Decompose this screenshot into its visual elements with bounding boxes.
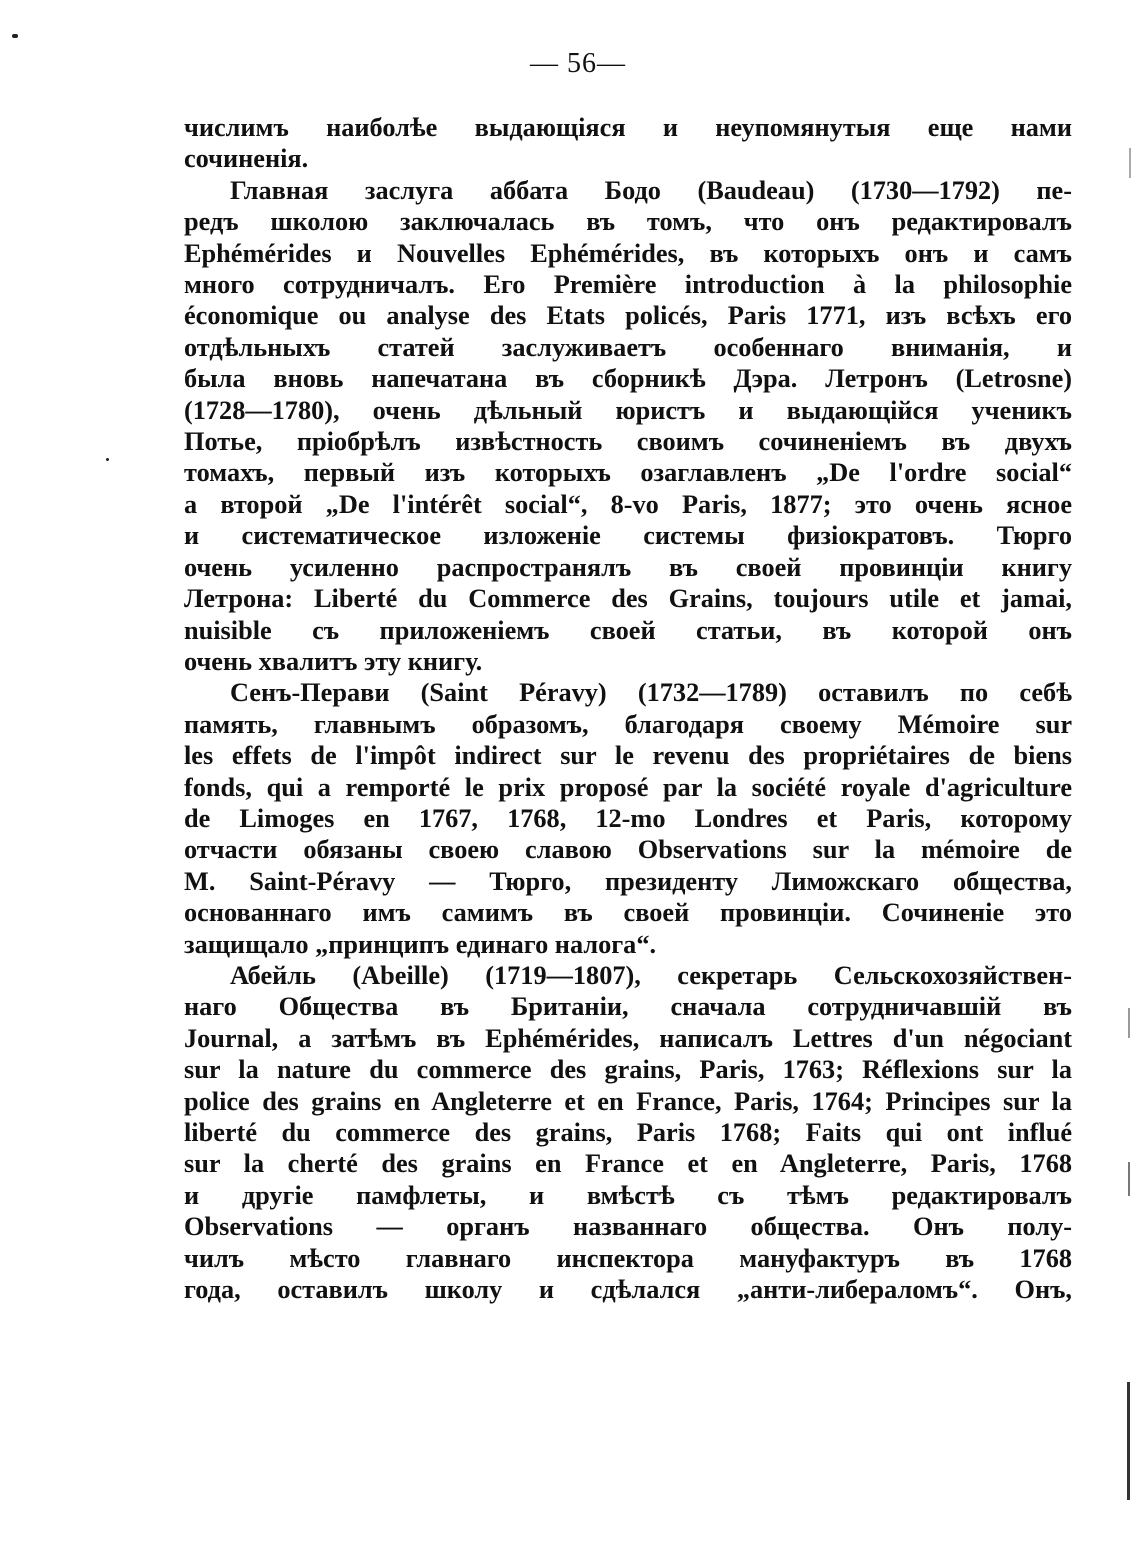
body-text <box>184 112 1072 1305</box>
text-line: économique ou analyse des Etats policés, Paris 1771, изъ всѣхъ его <box>184 301 1072 331</box>
text-line: числимъ наиболѣе выдающіяся и неупомянутыя еще нами <box>184 113 1072 142</box>
text-line: sur la nature du commerce des grains, Paris, 1763; Réflexions sur la <box>184 1055 1072 1085</box>
text-line: Главная заслуга аббата Бодо (Baudeau) (1730—1792) пе- <box>230 175 1072 205</box>
text-line: и другіе памфлеты, и вмѣстѣ съ тѣмъ редактировалъ <box>184 1180 1072 1210</box>
text-line: чилъ мѣсто главнаго инспектора мануфактуръ въ 1768 <box>184 1243 1072 1273</box>
text-line: очень усиленно распространялъ въ своей провинціи книгу <box>184 552 1072 582</box>
text-line: наго Общества въ Британіи, сначала сотрудничавшій въ <box>184 992 1072 1022</box>
text-line: (1728—1780), очень дѣльный юристъ и выдающійся ученикъ <box>184 395 1072 425</box>
text-line: и систематическое изложеніе системы физіократовъ. Тюрго <box>184 521 1072 551</box>
text-line: память, главнымъ образомъ, благодаря своему Mémoire sur <box>184 709 1072 739</box>
ink-speck <box>106 458 109 461</box>
text-line: отдѣльныхъ статей заслуживаетъ особеннаго вниманія, и <box>184 332 1072 362</box>
text-line: много сотрудничалъ. Его Première introduction à la philosophie <box>184 270 1072 300</box>
text-line: Observations — органъ названнаго общества. Онъ полу- <box>184 1212 1072 1242</box>
text-line: томахъ, первый изъ которыхъ озаглавленъ „De l'ordre social“ <box>184 458 1072 488</box>
text-line: редъ школою заключалась въ томъ, что онъ редактировалъ <box>184 207 1072 237</box>
text-line: Ephémérides и Nouvelles Ephémérides, въ которыхъ онъ и самъ <box>184 238 1072 268</box>
text-line: защищало „принципъ единаго налога“. <box>184 929 657 959</box>
scan-edge-mark <box>1127 1382 1130 1500</box>
text-line: liberté du commerce des grains, Paris 1768; Faits qui ont influé <box>184 1118 1072 1147</box>
text-line: основаннаго имъ самимъ въ своей провинціи. Сочиненіе это <box>184 898 1072 928</box>
text-line: sur la cherté des grains en France et en Angleterre, Paris, 1768 <box>184 1149 1072 1179</box>
page-number: — 56— <box>530 48 626 79</box>
scan-edge-mark <box>1128 1162 1130 1196</box>
text-line: Потье, пріобрѣлъ извѣстность своимъ сочиненіемъ въ двухъ <box>184 427 1072 457</box>
text-line: Летрона: Liberté du Commerce des Grains, toujours utile et jamai, <box>184 584 1072 614</box>
text-line: отчасти обязаны своею славою Observations sur la mémoire de <box>184 835 1072 865</box>
ink-speck <box>12 34 18 38</box>
text-line: а второй „De l'intérêt social“, 8-vo Paris, 1877; это очень ясное <box>184 489 1072 519</box>
text-line: police des grains en Angleterre et en France, Paris, 1764; Principes sur la <box>184 1086 1072 1116</box>
text-line: очень хвалитъ эту книгу. <box>184 646 483 676</box>
scan-edge-mark <box>1128 1008 1130 1038</box>
text-line: была вновь напечатана въ сборникѣ Дэра. Летронъ (Letrosne) <box>184 364 1072 394</box>
text-line: nuisible съ приложеніемъ своей статьи, въ которой онъ <box>184 615 1072 645</box>
text-line: fonds, qui a remporté le prix proposé par la société royale d'agriculture <box>184 772 1072 802</box>
text-line: сочиненія. <box>184 144 309 174</box>
text-line: les effets de l'impôt indirect sur le revenu des propriétaires de biens <box>184 741 1072 771</box>
text-line: Абейль (Abeille) (1719—1807), секретарь Сельскохозяйствен- <box>230 960 1072 990</box>
text-line: Journal, а затѣмъ въ Ephémérides, написалъ Lettres d'un négociant <box>184 1023 1072 1053</box>
text-line: Сенъ-Перави (Saint Péravy) (1732—1789) оставилъ по себѣ <box>230 678 1072 708</box>
text-line: M. Saint-Péravy — Тюрго, президенту Лиможскаго общества, <box>184 866 1072 896</box>
scan-edge-mark <box>1129 148 1131 178</box>
text-line: года, оставилъ школу и сдѣлался „анти-либераломъ“. Онъ, <box>184 1275 1072 1305</box>
text-line: de Limoges en 1767, 1768, 12-mo Londres et Paris, которому <box>184 803 1072 833</box>
